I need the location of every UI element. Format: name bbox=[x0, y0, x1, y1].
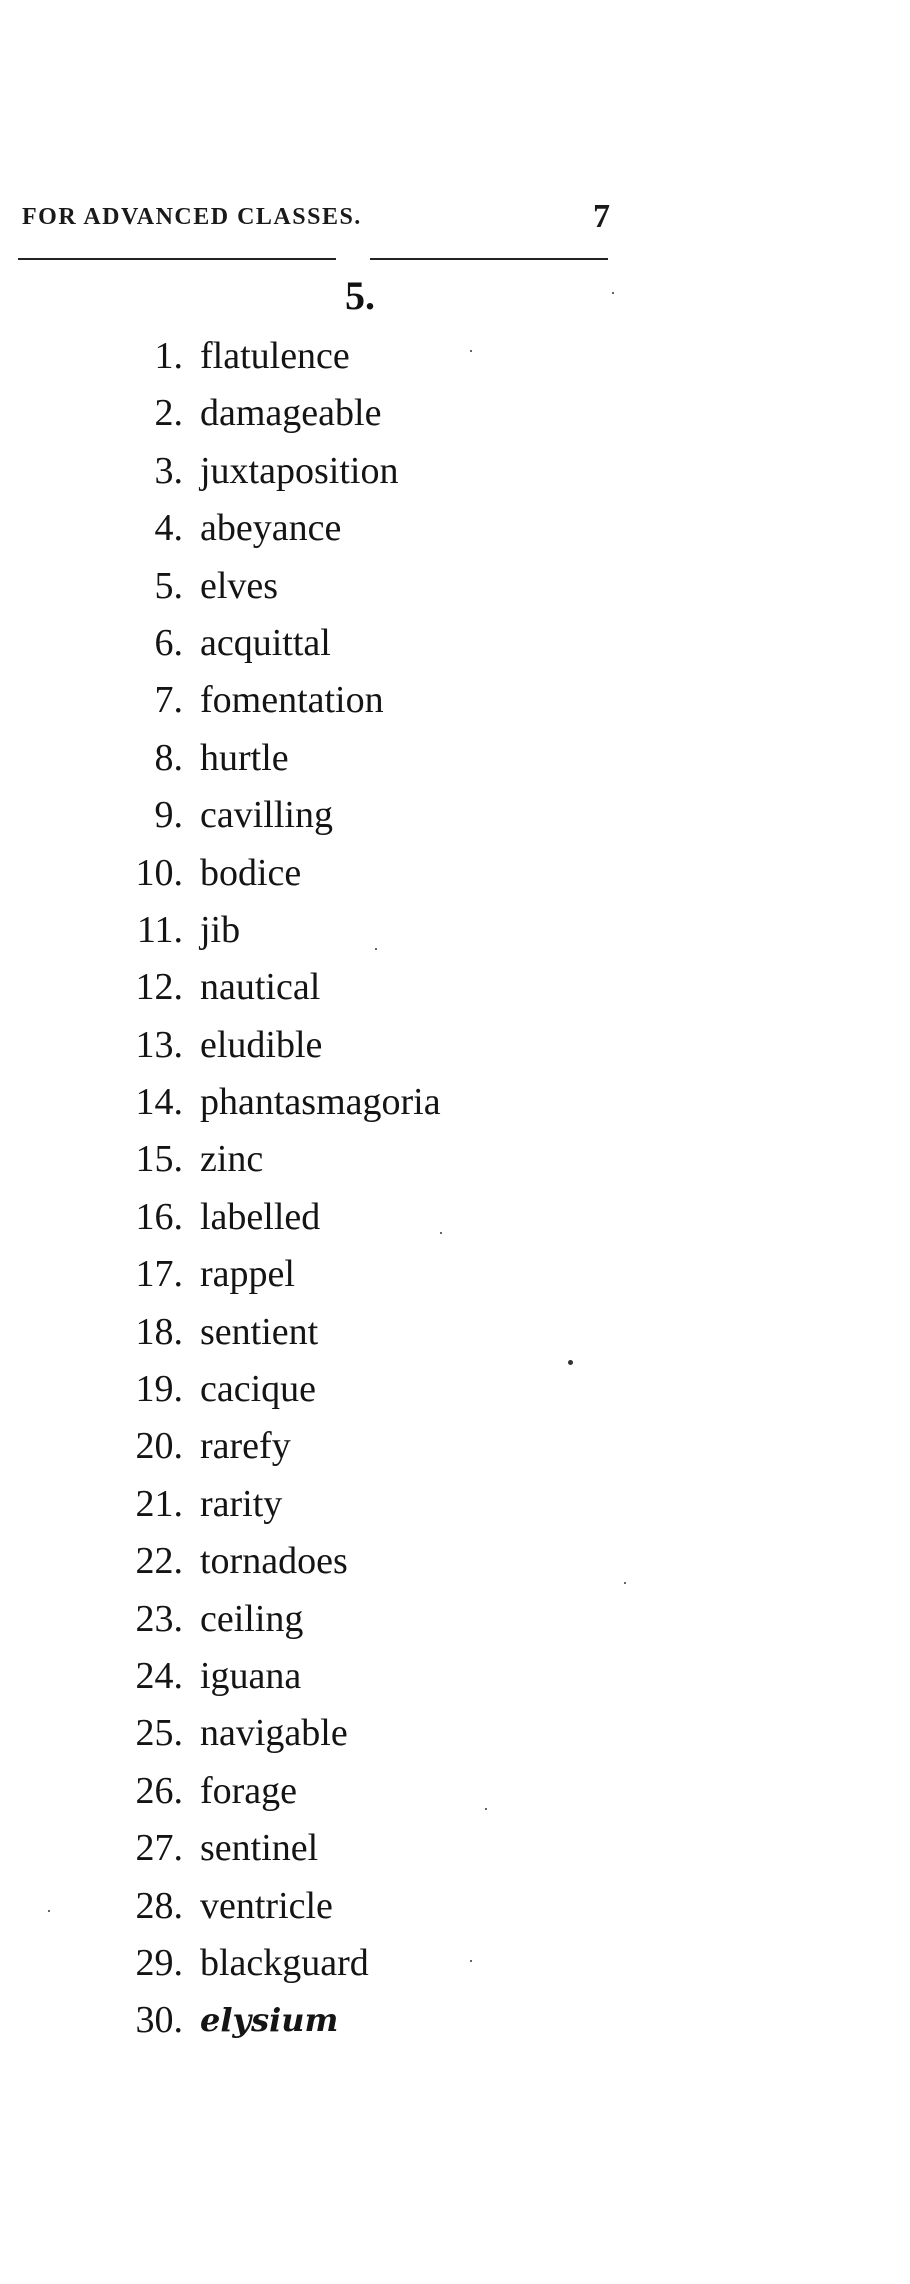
word-number: 24. bbox=[135, 1654, 183, 1697]
word-number: 14. bbox=[135, 1081, 183, 1124]
word-text: ceiling bbox=[200, 1597, 304, 1640]
word-text: forage bbox=[200, 1769, 298, 1812]
word-number: 5. bbox=[154, 564, 183, 607]
print-speck bbox=[375, 948, 377, 950]
print-speck bbox=[440, 1232, 442, 1234]
word-number: 21. bbox=[135, 1482, 183, 1525]
word-text: cacique bbox=[200, 1368, 317, 1411]
word-text: elves bbox=[200, 564, 279, 607]
word-text: abeyance bbox=[200, 507, 342, 550]
word-number: 3. bbox=[154, 449, 183, 492]
word-number: 15. bbox=[135, 1138, 183, 1181]
word-text: zinc bbox=[200, 1138, 264, 1181]
word-number: 10. bbox=[135, 851, 183, 894]
word-text: rappel bbox=[200, 1253, 295, 1296]
word-text: juxtaposition bbox=[200, 449, 399, 492]
section-heading: 5. bbox=[345, 273, 375, 318]
word-text: fomentation bbox=[200, 679, 384, 722]
print-speck bbox=[485, 1808, 487, 1810]
word-text: tornadoes bbox=[200, 1540, 348, 1583]
print-speck bbox=[612, 292, 614, 294]
print-speck bbox=[568, 1360, 573, 1365]
header-rule-left bbox=[18, 258, 336, 260]
word-number: 7. bbox=[154, 679, 183, 722]
running-head bbox=[22, 200, 612, 240]
word-text: blackguard bbox=[200, 1941, 369, 1984]
word-text: acquittal bbox=[200, 621, 331, 664]
word-number: 30. bbox=[135, 1999, 183, 2042]
word-number: 22. bbox=[135, 1540, 183, 1583]
word-text: eludible bbox=[200, 1023, 323, 1066]
word-number: 8. bbox=[154, 736, 183, 779]
word-number: 1. bbox=[154, 335, 183, 377]
word-number: 16. bbox=[135, 1195, 183, 1238]
word-text: flatulence bbox=[200, 335, 350, 377]
print-speck bbox=[470, 1960, 472, 1962]
word-number: 4. bbox=[154, 507, 183, 550]
word-number: 17. bbox=[135, 1253, 183, 1296]
word-number: 29. bbox=[135, 1941, 183, 1984]
word-number: 20. bbox=[135, 1425, 183, 1468]
word-text: bodice bbox=[200, 851, 302, 894]
word-number: 28. bbox=[135, 1884, 183, 1927]
word-text: labelled bbox=[200, 1195, 321, 1238]
print-speck bbox=[48, 1910, 50, 1912]
word-text: rarefy bbox=[200, 1425, 291, 1468]
word-text: nautical bbox=[200, 966, 321, 1009]
word-number: 11. bbox=[136, 908, 183, 951]
word-text: sentinel bbox=[200, 1827, 319, 1870]
running-title: FOR ADVANCED CLASSES. bbox=[22, 204, 362, 230]
header-rule-right bbox=[370, 258, 608, 260]
word-text: iguana bbox=[200, 1654, 302, 1697]
word-text: ventricle bbox=[200, 1884, 333, 1927]
word-text: phantasmagoria bbox=[200, 1081, 441, 1124]
print-speck bbox=[470, 350, 472, 352]
word-number: 2. bbox=[154, 392, 183, 435]
word-text: sentient bbox=[200, 1310, 319, 1353]
word-number: 26. bbox=[135, 1769, 183, 1812]
word-number: 27. bbox=[135, 1827, 183, 1870]
word-number: 25. bbox=[135, 1712, 183, 1755]
word-text: jib bbox=[200, 908, 241, 951]
word-text: navigable bbox=[200, 1712, 348, 1755]
word-number: 6. bbox=[154, 621, 183, 664]
word-text: cavilling bbox=[200, 794, 333, 837]
word-number: 18. bbox=[135, 1310, 183, 1353]
word-number: 12. bbox=[135, 966, 183, 1009]
word-number: 9. bbox=[154, 794, 183, 837]
word-number: 13. bbox=[135, 1023, 183, 1066]
word-text: hurtle bbox=[200, 736, 289, 779]
page-number: 7 bbox=[593, 198, 610, 235]
word-number: 23. bbox=[135, 1597, 183, 1640]
print-speck bbox=[624, 1582, 626, 1584]
word-number: 19. bbox=[135, 1368, 183, 1411]
word-text: elysium bbox=[200, 2001, 339, 2040]
word-text: rarity bbox=[200, 1482, 283, 1525]
word-text: damageable bbox=[200, 392, 382, 435]
